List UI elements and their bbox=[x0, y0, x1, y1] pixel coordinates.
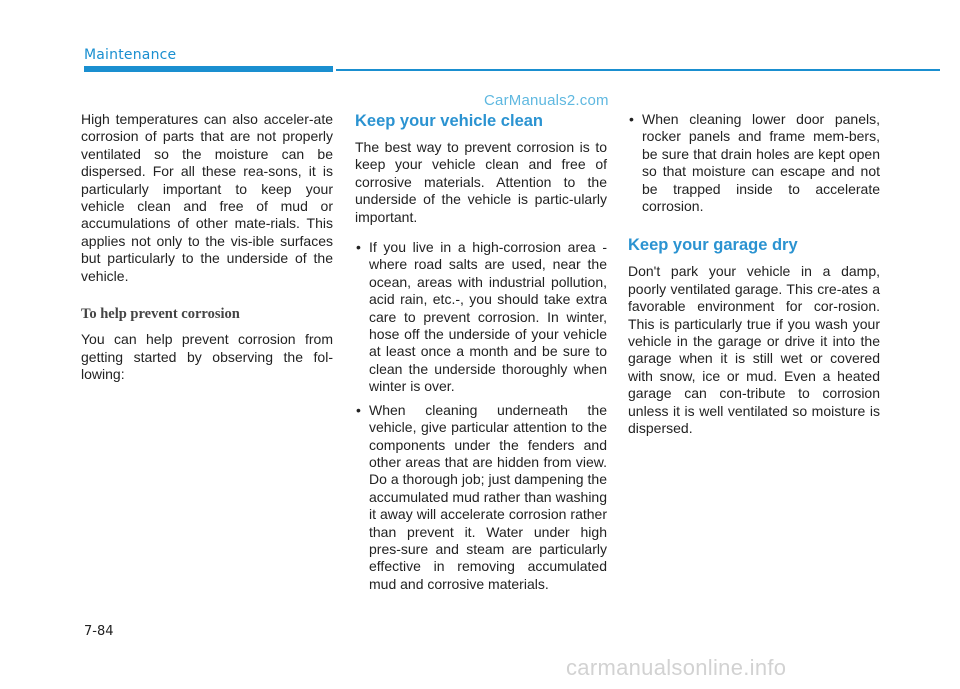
door-panels-bullet-list bbox=[628, 111, 880, 215]
section-title: Maintenance bbox=[84, 47, 177, 63]
intro-paragraph: High temperatures can also acceler-ate corrosion of parts that are not properly ventilated so the moisture can be dispersed. For all these rea-sons, it is particularly important to keep your vehicle clean and free of mud or accumulations of other mate-rials. This applies not only to the vis-ible surfaces but particularly to the underside of the vehicle. bbox=[81, 111, 333, 284]
header-rule-thin bbox=[336, 69, 940, 71]
heading-keep-vehicle-clean: Keep your vehicle clean bbox=[355, 112, 544, 130]
garage-dry-paragraph: Don't park your vehicle in a damp, poorly ventilated garage. This cre-ates a favorable environment for cor-rosion. This is particularly true if you wash your vehicle in the garage or drive it into the garage when it is still wet or covered with snow, ice or mud. Even a heated garage can con-tribute to corrosion unless it is well ventilated so moisture is dispersed. bbox=[628, 263, 880, 437]
list-item: • When cleaning underneath the vehicle, give particular attention to the components under the fenders and other areas that are hidden from view. Do a thorough job; just dampening the accumulated mud rather than washing it away will accelerate corrosion rather than prevent it. Water under high pres-sure and steam are particularly effective in removing accumulated mud and corrosive materials. bbox=[355, 402, 607, 593]
heading-keep-garage-dry: Keep your garage dry bbox=[628, 236, 798, 255]
keep-clean-paragraph: The best way to prevent corrosion is to keep your vehicle clean and free of corrosive materials. Attention to the underside of the vehicle is partic-ularly important. bbox=[355, 139, 607, 225]
subheading-prevent-corrosion: To help prevent corrosion bbox=[81, 306, 240, 323]
list-item: • When cleaning lower door panels, rocker panels and frame mem-bers, be sure that drain holes are kept open so that moisture can escape and not be trapped inside to accelerate corrosion. bbox=[628, 111, 880, 215]
column-1 bbox=[81, 111, 333, 384]
watermark-top[interactable]: CarManuals2.com bbox=[484, 92, 609, 109]
column-3 bbox=[628, 111, 880, 438]
keep-clean-bullet-list bbox=[355, 239, 607, 593]
column-2 bbox=[355, 111, 607, 593]
page-number: 7-84 bbox=[84, 624, 114, 639]
list-item: • If you live in a high-corrosion area - where road salts are used, near the ocean, areas with industrial pollution, acid rain, etc.-, you should take extra care to prevent corrosion. In winter, hose off the underside of your vehicle at least once a month and be sure to clean the underside thoroughly when winter is over. bbox=[355, 239, 607, 396]
header-rule-thick bbox=[84, 66, 333, 72]
watermark-bottom[interactable]: carmanualsonline.info bbox=[566, 655, 787, 680]
prevent-corrosion-paragraph: You can help prevent corrosion from getting started by observing the fol-lowing: bbox=[81, 331, 333, 383]
